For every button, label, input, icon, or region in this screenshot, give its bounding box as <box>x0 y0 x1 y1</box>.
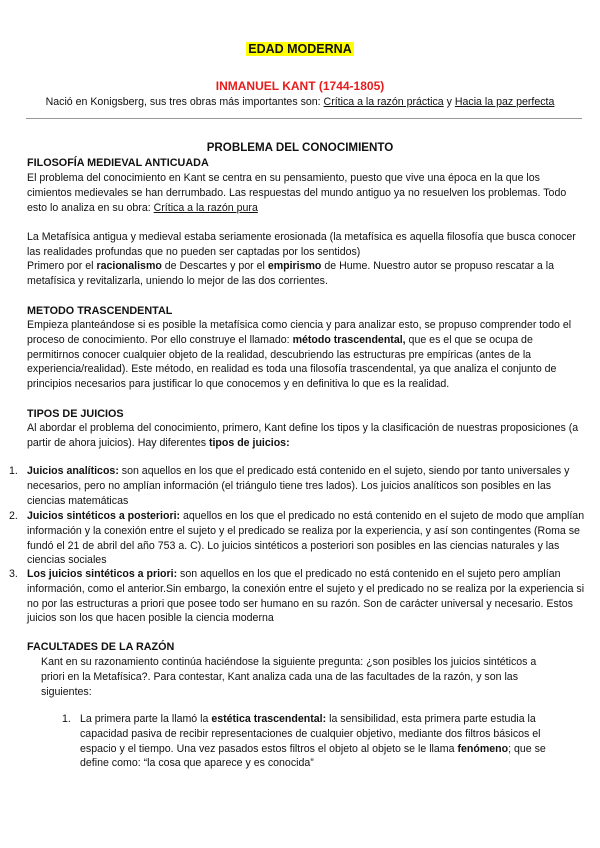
term-tipos: tipos de juicios: <box>208 436 290 449</box>
list-number: 3. <box>9 568 18 580</box>
fac-a: La primera parte la llamó la <box>80 713 212 725</box>
list-number: 1. <box>62 713 71 725</box>
p3-e: de Hume. Nuestro autor se propuso rescatar a la metafísica y revitalizarla, uniendo lo mejor de las dos corrientes. <box>27 260 554 287</box>
fac-c: la sensibilidad, esta primera parte estudia la capacidad pasiva de recibir representaciones de cualquier objetivo, mediante dos filtros básicos el espacio y el tiempo. Una vez pasados estos filtros el objeto al objeto se le llama <box>80 713 541 755</box>
era-title-text: EDAD MODERNA <box>248 42 352 56</box>
item-text: son aquellos en los que el predicado está contenido en el sujeto, siendo por tanto universales y necesarios, pero no amplían información (el triángulo tiene tres lados). Los juicios analíticos son posibles en las ciencias matemáticas <box>27 465 570 507</box>
intro-line <box>0 95 600 110</box>
metodo-title: METODO TRASCENDENTAL <box>27 305 173 317</box>
term-racionalismo: racionalismo <box>96 260 162 272</box>
section-title: PROBLEMA DEL CONOCIMIENTO <box>206 141 394 154</box>
list-number: 2. <box>9 510 18 522</box>
intro-prefix: Nació en Konigsberg, sus tres obras más importantes son: <box>45 96 324 108</box>
work-critica-pura: Crítica a la razón pura <box>153 201 258 214</box>
facultades-intro: Kant en su razonamiento continúa haciéndose la siguiente pregunta: ¿son posibles los juicios sintéticos a priori en la Metafísica?. Para contestar, Kant analiza cada una de las facultades de la razón, y son las siguientes: <box>41 656 537 698</box>
subtitle-medieval: FILOSOFÍA MEDIEVAL ANTICUADA <box>27 157 209 169</box>
tipos-title: TIPOS DE JUICIOS <box>27 408 124 420</box>
list-item <box>27 509 585 568</box>
metodo-c: que es el que se ocupa de permitirnos conocer cualquier objeto de la realidad, descubriendo las estructuras pre empíricas (antes de la experiencia/realidad). Este método, en realidad es toda una filosofía trascendental, ya que analiza el conjunto de principios necesarios para justificar lo que conocemos y en definitiva lo que es la realidad. <box>27 333 557 391</box>
item-text: son aquellos en los que el predicado no está contenido en el sujeto pero amplían información, como el anterior.Sin embargo, la conexión entre el sujeto y el predicado no se realiza por la experiencia si no por las estructuras a priori que posee todo ser humano en su razón. Son de carácter universal y necesario. Estos juicios son los que hacen posible la ciencia moderna <box>27 568 585 625</box>
term-fenomeno: fenómeno <box>457 742 509 755</box>
work-link-1: Crítica a la razón práctica <box>323 96 444 108</box>
paragraph-1-text: El problema del conocimiento en Kant se centra en su pensamiento, puesto que vive una época en la que los cimientos medievales se han derrumbado. Las respuestas del mundo antiguo ya no resuelven los problemas. Todo esto lo analiza en su obra: <box>27 172 567 214</box>
work-link-2: Hacia la paz perfecta <box>454 96 555 108</box>
intro-and: y <box>443 96 455 108</box>
metodo-paragraph <box>27 318 583 392</box>
facultades-item <box>80 712 566 771</box>
term-analiticos: Juicios analíticos: <box>27 465 119 477</box>
paragraph-2: La Metafísica antigua y medieval estaba seriamente erosionada (la metafísica es aquella filosofía que busca conocer las realidades profundas que no pueden ser captadas por los sentidos) <box>27 231 576 258</box>
term-estetica: estética trascendental: <box>211 713 327 725</box>
author-title: INMANUEL KANT (1744-1805) <box>215 79 385 93</box>
p3-c: de Descartes y por el <box>161 260 268 272</box>
term-posteriori: Juicios sintéticos a posteriori: <box>27 510 181 522</box>
item-text: aquellos en los que el predicado no está contenido en el sujeto de modo que amplían información y la conexión entre el sujeto y el predicado se realiza por la experiencia, y así son contingentes (Roma se fundó el 21 de abril del año 753 a. C). Lo juicios sintéticos a posteriori son posibles en las ciencias naturales y las ciencias sociales <box>27 510 585 567</box>
metodo-a: Empieza planteándose si es posible la metafísica como ciencia y para analizar esto, se propuso comprender todo el proceso de conocimiento. Por ello construye el llamado: <box>27 319 572 346</box>
list-item <box>27 567 585 626</box>
term-metodo: método trascendental, <box>292 333 406 346</box>
paragraph-3 <box>27 259 583 289</box>
tipos-intro <box>27 421 583 451</box>
tipos-intro-a: Al abordar el problema del conocimiento, primero, Kant define los tipos y la clasificación de nuestras proposiciones (a partir de ahora juicios). Hay diferentes <box>27 422 579 449</box>
term-priori: Los juicios sintéticos a priori: <box>27 568 178 580</box>
list-item <box>27 464 585 508</box>
paragraph-1 <box>27 171 583 215</box>
fac-e: ; que se define como: “la cosa que aparece y es conocida” <box>80 742 546 770</box>
term-empirismo: empirismo <box>267 260 322 272</box>
facultades-title: FACULTADES DE LA RAZÓN <box>27 641 175 653</box>
era-title <box>0 42 600 58</box>
p3-a: Primero por el <box>27 260 97 272</box>
divider <box>26 118 582 119</box>
list-number: 1. <box>9 465 18 477</box>
